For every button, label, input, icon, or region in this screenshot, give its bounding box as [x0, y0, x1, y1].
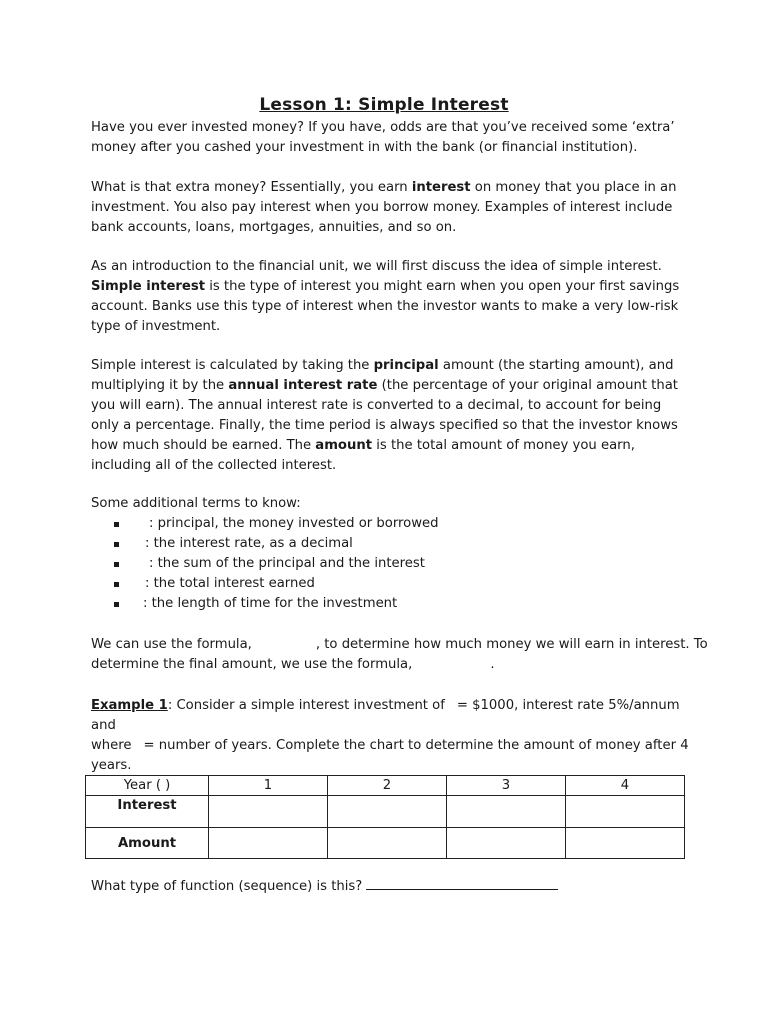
answer-blank-line[interactable] [366, 877, 558, 890]
formula-paragraph [91, 635, 711, 675]
formula-line1-b: , to determine how much money we will earn in interest. To [315, 637, 708, 652]
p4-text-b: amount (the starting amount), and multiplying it by the [91, 358, 674, 393]
cell-interest-1[interactable] [209, 796, 328, 828]
header-year-4: 4 [566, 776, 685, 796]
intro-paragraph-1 [91, 118, 691, 158]
cell-interest-4[interactable] [566, 796, 685, 828]
header-year-2: 2 [328, 776, 447, 796]
term-item-text: : principal, the money invested or borrowed [149, 516, 439, 531]
question-paragraph [91, 877, 691, 897]
p3-text-b: is the type of interest you might earn when you open your first savings account. Banks use this type of interest when the investor wants to make a very low-risk type of investment. [91, 279, 680, 334]
table-header-row [86, 776, 685, 796]
term-principal: principal [373, 358, 439, 373]
example-paragraph [91, 696, 701, 776]
intro-paragraph-4 [91, 356, 691, 476]
term-simple-interest: Simple interest [91, 279, 206, 294]
table-row-amount [86, 828, 685, 859]
p4-text-d: is the total amount of money you earn, including all of the collected interest. [91, 438, 635, 473]
term-annual-interest-rate: annual interest rate [228, 378, 378, 393]
cell-amount-3[interactable] [447, 828, 566, 859]
bullet-square-icon [114, 562, 119, 567]
p2-text-a: What is that extra money? Essentially, you earn [91, 180, 412, 195]
cell-interest-3[interactable] [447, 796, 566, 828]
intro-p1-text: Have you ever invested money? If you have, odds are that you’ve received some ‘extra’ money after you cashed your investment in with the bank (or financial institution). [91, 120, 675, 155]
term-interest: interest [411, 180, 471, 195]
term-item-text: : the length of time for the investment [143, 596, 398, 611]
interest-chart-table [85, 775, 685, 859]
p3-text-a: As an introduction to the financial unit, we will first discuss the idea of simple interest. [91, 259, 662, 274]
example-text-d: = number of years. Complete the chart to determine the amount of money after 4 [143, 738, 689, 753]
term-item-time [91, 594, 439, 614]
bullet-square-icon [114, 542, 119, 547]
p2-text-b: on money that you place in an investment. You also pay interest when you borrow money. Examples of interest include bank accounts, loans, mortgages, annuities, and so on. [91, 180, 677, 235]
term-item-sum [91, 554, 439, 574]
term-item-text: : the sum of the principal and the interest [149, 556, 425, 571]
row-label-amount: Amount [86, 828, 209, 859]
p4-text-a: Simple interest is calculated by taking the [91, 358, 374, 373]
term-item-interest [91, 574, 439, 594]
term-item-principal [91, 514, 439, 534]
example-text-c: where [91, 738, 132, 753]
term-item-text: : the total interest earned [145, 576, 315, 591]
intro-paragraph-3 [91, 257, 691, 337]
intro-paragraph-2 [91, 178, 691, 238]
bullet-square-icon [114, 522, 119, 527]
formula-line2-a: determine the final amount, we use the formula, [91, 657, 413, 672]
terms-heading: Some additional terms to know: [91, 496, 301, 511]
example-text-a: : Consider a simple interest investment of [167, 698, 445, 713]
header-year-1: 1 [209, 776, 328, 796]
cell-amount-2[interactable] [328, 828, 447, 859]
example-label: Example 1 [91, 698, 168, 713]
header-year-label: Year ( ) [86, 776, 209, 796]
row-label-interest: Interest [86, 796, 209, 828]
term-amount: amount [315, 438, 373, 453]
example-text-b: = $1000, interest rate 5%/annum and [91, 698, 680, 733]
example-text-e: years. [91, 758, 132, 773]
table-row-interest [86, 796, 685, 828]
p4-text-c: (the percentage of your original amount that you will earn). The annual interest rate is converted to a decimal, to account for being only a percentage. Finally, the time period is always specified so that the investor knows how much should be earned. The [91, 378, 678, 453]
term-item-text: : the interest rate, as a decimal [145, 536, 353, 551]
bullet-square-icon [114, 602, 119, 607]
bullet-square-icon [114, 582, 119, 587]
header-year-3: 3 [447, 776, 566, 796]
formula-line2-b: . [490, 657, 495, 672]
cell-amount-1[interactable] [209, 828, 328, 859]
cell-interest-2[interactable] [328, 796, 447, 828]
question-text: What type of function (sequence) is this? [91, 879, 363, 894]
term-item-rate [91, 534, 439, 554]
page-title: Lesson 1: Simple Interest [259, 95, 509, 115]
formula-line1-a: We can use the formula, [91, 637, 252, 652]
terms-list [91, 514, 439, 614]
cell-amount-4[interactable] [566, 828, 685, 859]
